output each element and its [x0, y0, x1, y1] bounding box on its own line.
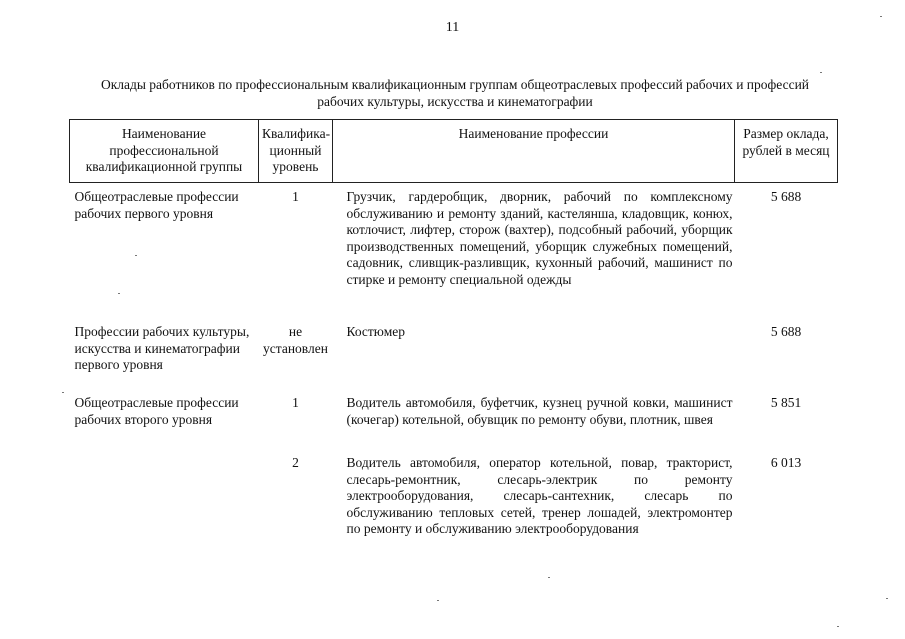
group-cell [70, 455, 259, 555]
scan-speck [135, 255, 137, 256]
professions-cell: Грузчик, гардеробщик, дворник, рабочий по комплексному обслуживанию и ремонту зданий, кастелянша, кладовщик, конюх, котлочист, лифтер, сторож (вахтер), подсобный рабочий, уборщик производственных помещений, уборщик служебных помещений, садовник, сливщик-разливщик, кухонный рабочий, машинист по стирке и ремонту специальной одежды [346, 189, 733, 287]
scan-speck [62, 392, 64, 393]
header-salary: Размер оклада, рублей в месяц [735, 120, 838, 183]
salary-cell: 6 013 [770, 455, 802, 470]
level-cell: 1 [292, 189, 299, 204]
professions-cell: Водитель автомобиля, буфетчик, кузнец ручной ковки, машинист (кочегар) котельной, обувщик по ремонту обуви, плотник, швея [346, 395, 733, 427]
scan-speck [437, 600, 439, 601]
table-row [70, 455, 838, 555]
table-header [70, 120, 838, 183]
salary-table-container [69, 119, 837, 555]
salary-cell: 5 688 [770, 189, 802, 204]
table-body [70, 183, 838, 556]
table-row [70, 324, 838, 395]
table-row [70, 183, 838, 325]
header-qualification-level: Квалифика-ционный уровень [259, 120, 333, 183]
level-cell: 1 [292, 395, 299, 410]
salary-cell: 5 851 [770, 395, 802, 410]
group-cell: Профессии рабочих культуры, искусства и кинематографии первого уровня [74, 324, 250, 372]
professions-cell: Водитель автомобиля, оператор котельной, повар, тракторист, слесарь-ремонтник, слесарь-электрик по ремонту электрооборудования, слесарь-сантехник, слесарь по обслуживанию тепловых сетей, тренер лошадей, электромонтер по ремонту и обслуживанию электрооборудования [346, 455, 733, 536]
header-row [70, 120, 838, 183]
scan-speck [880, 16, 882, 17]
scan-speck [548, 577, 550, 578]
professions-cell: Костюмер [346, 324, 406, 339]
group-cell: Общеотраслевые профессии рабочих второго уровня [74, 395, 239, 427]
table-row [70, 395, 838, 455]
header-group-name: Наименование профессиональной квалификационной группы [70, 120, 259, 183]
scan-speck [820, 72, 822, 73]
scan-speck [118, 293, 120, 294]
document-title: Оклады работников по профессиональным квалификационным группам общеотраслевых профессий рабочих и профессий рабочих культуры, искусства и кинематографии [100, 77, 810, 109]
scan-speck [837, 626, 839, 627]
level-cell: 2 [292, 455, 299, 470]
salary-table [69, 119, 838, 555]
level-cell: не установлен [263, 324, 328, 356]
page-number: 11 [445, 20, 460, 35]
group-cell: Общеотраслевые профессии рабочих первого уровня [74, 189, 239, 221]
salary-cell: 5 688 [770, 324, 802, 339]
scan-speck [886, 598, 888, 599]
header-profession-name: Наименование профессии [333, 120, 735, 183]
